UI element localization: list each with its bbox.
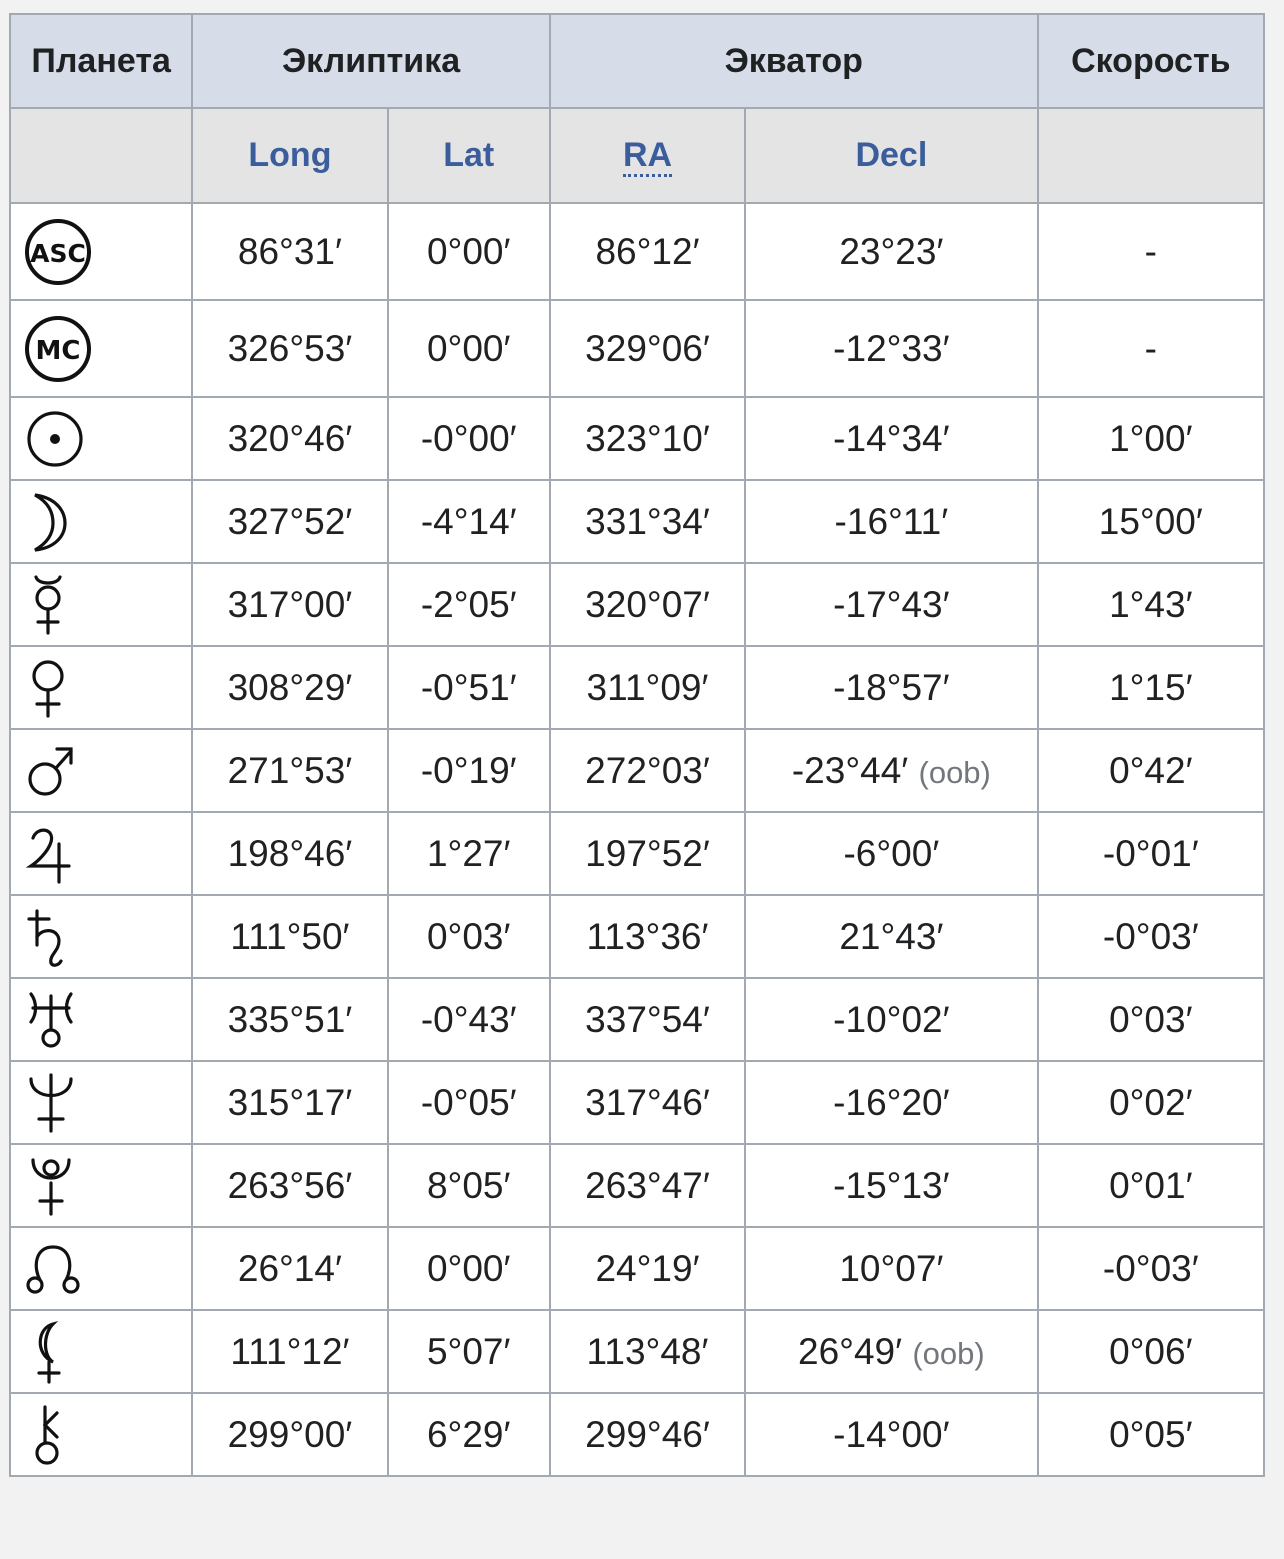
declination-cell [745,646,1037,729]
speed-cell: 0°03′ [1038,978,1264,1061]
longitude-cell: 317°00′ [192,563,387,646]
speed-cell: - [1038,300,1264,397]
latitude-cell: 8°05′ [388,1144,550,1227]
declination-value: -16°11′ [834,500,949,542]
declination-cell [745,203,1037,300]
subheader-lat: Lat [388,108,550,203]
table-row [10,1144,1264,1227]
venus-icon [23,656,191,720]
speed-cell: 1°15′ [1038,646,1264,729]
latitude-cell: 5°07′ [388,1310,550,1393]
declination-value: -15°13′ [833,1164,950,1206]
longitude-cell: 111°50′ [192,895,387,978]
uranus-icon [23,988,191,1052]
right-ascension-cell: 329°06′ [550,300,745,397]
declination-value: -12°33′ [833,327,950,369]
planet-symbol-cell [10,1061,192,1144]
subheader-ra[interactable] [550,108,745,203]
planet-symbol-cell [10,895,192,978]
latitude-cell: -2°05′ [388,563,550,646]
speed-cell: 0°02′ [1038,1061,1264,1144]
mars-icon [23,739,191,803]
latitude-cell: 0°03′ [388,895,550,978]
table-row [10,203,1264,300]
planet-symbol-cell [10,1310,192,1393]
longitude-cell: 315°17′ [192,1061,387,1144]
latitude-cell: 6°29′ [388,1393,550,1476]
subheader-empty [10,108,192,203]
ra-abbreviation[interactable]: RA [623,136,672,177]
mercury-icon [23,573,191,637]
pluto-icon [23,1154,191,1218]
longitude-cell: 198°46′ [192,812,387,895]
north-node-icon [23,1237,191,1301]
speed-cell: 0°01′ [1038,1144,1264,1227]
mc-icon [23,314,191,384]
speed-cell: -0°03′ [1038,1227,1264,1310]
table-row [10,812,1264,895]
speed-cell: 1°43′ [1038,563,1264,646]
longitude-cell: 335°51′ [192,978,387,1061]
longitude-cell: 26°14′ [192,1227,387,1310]
table-row [10,1310,1264,1393]
table-row [10,1061,1264,1144]
longitude-cell: 263°56′ [192,1144,387,1227]
declination-cell [745,812,1037,895]
ephemeris-table-wrapper [9,13,1265,1477]
header-ecliptic: Эклиптика [192,14,550,108]
declination-cell [745,1227,1037,1310]
table-row [10,729,1264,812]
planet-symbol-cell [10,729,192,812]
right-ascension-cell: 331°34′ [550,480,745,563]
table-row [10,300,1264,397]
declination-cell [745,1310,1037,1393]
planet-symbol-cell [10,1227,192,1310]
right-ascension-cell: 113°36′ [550,895,745,978]
planet-symbol-cell [10,300,192,397]
declination-cell [745,563,1037,646]
declination-value: -6°00′ [843,832,940,874]
subheader-long: Long [192,108,387,203]
declination-cell [745,1393,1037,1476]
header-equator: Экватор [550,14,1038,108]
table-row [10,1393,1264,1476]
lilith-icon [23,1320,191,1384]
declination-cell [745,729,1037,812]
latitude-cell: -0°43′ [388,978,550,1061]
speed-cell: 15°00′ [1038,480,1264,563]
table-row [10,397,1264,480]
right-ascension-cell: 113°48′ [550,1310,745,1393]
table-row [10,895,1264,978]
latitude-cell: -0°00′ [388,397,550,480]
latitude-cell: 0°00′ [388,300,550,397]
planet-symbol-cell [10,480,192,563]
svg-text:ASC: ASC [30,238,86,268]
declination-value: -18°57′ [833,666,950,708]
declination-cell [745,1061,1037,1144]
subheader-speed-empty [1038,108,1264,203]
declination-value: 10°07′ [839,1247,944,1289]
declination-value: -14°34′ [833,417,950,459]
declination-cell [745,978,1037,1061]
table-row [10,563,1264,646]
declination-cell [745,480,1037,563]
longitude-cell: 326°53′ [192,300,387,397]
planet-symbol-cell [10,563,192,646]
latitude-cell: -0°05′ [388,1061,550,1144]
subheader-decl: Decl [745,108,1037,203]
longitude-cell: 111°12′ [192,1310,387,1393]
right-ascension-cell: 299°46′ [550,1393,745,1476]
right-ascension-cell: 86°12′ [550,203,745,300]
right-ascension-cell: 263°47′ [550,1144,745,1227]
chiron-icon [23,1403,191,1467]
neptune-icon [23,1071,191,1135]
saturn-icon [23,905,191,969]
longitude-cell: 271°53′ [192,729,387,812]
right-ascension-cell: 24°19′ [550,1227,745,1310]
declination-value: -16°20′ [833,1081,950,1123]
table-row [10,646,1264,729]
latitude-cell: -0°19′ [388,729,550,812]
speed-cell: 0°42′ [1038,729,1264,812]
svg-text:MC: MC [35,335,81,366]
table-row [10,1227,1264,1310]
planet-symbol-cell [10,1144,192,1227]
right-ascension-cell: 197°52′ [550,812,745,895]
planet-symbol-cell [10,646,192,729]
speed-cell: - [1038,203,1264,300]
right-ascension-cell: 311°09′ [550,646,745,729]
right-ascension-cell: 323°10′ [550,397,745,480]
planet-symbol-cell [10,1393,192,1476]
latitude-cell: 1°27′ [388,812,550,895]
longitude-cell: 320°46′ [192,397,387,480]
speed-cell: -0°03′ [1038,895,1264,978]
right-ascension-cell: 272°03′ [550,729,745,812]
asc-icon [23,217,191,287]
latitude-cell: -0°51′ [388,646,550,729]
declination-value: -14°00′ [833,1413,950,1455]
declination-value: 21°43′ [839,915,944,957]
out-of-bounds-note: (oob) [918,754,991,790]
right-ascension-cell: 320°07′ [550,563,745,646]
declination-cell [745,895,1037,978]
longitude-cell: 299°00′ [192,1393,387,1476]
planet-symbol-cell [10,203,192,300]
declination-cell [745,300,1037,397]
header-planet: Планета [10,14,192,108]
ephemeris-body [10,203,1264,1476]
longitude-cell: 86°31′ [192,203,387,300]
declination-value: -10°02′ [833,998,950,1040]
sun-icon [23,407,191,471]
table-row [10,480,1264,563]
latitude-cell: -4°14′ [388,480,550,563]
declination-value: 23°23′ [839,230,944,272]
table-row [10,978,1264,1061]
speed-cell: -0°01′ [1038,812,1264,895]
declination-cell [745,1144,1037,1227]
out-of-bounds-note: (oob) [912,1335,985,1371]
header-speed: Скорость [1038,14,1264,108]
declination-value: -23°44′ [791,749,909,791]
jupiter-icon [23,822,191,886]
longitude-cell: 308°29′ [192,646,387,729]
longitude-cell: 327°52′ [192,480,387,563]
speed-cell: 0°05′ [1038,1393,1264,1476]
planet-symbol-cell [10,978,192,1061]
ephemeris-table [9,13,1265,1477]
speed-cell: 0°06′ [1038,1310,1264,1393]
planet-symbol-cell [10,812,192,895]
speed-cell: 1°00′ [1038,397,1264,480]
right-ascension-cell: 317°46′ [550,1061,745,1144]
latitude-cell: 0°00′ [388,1227,550,1310]
moon-icon [23,490,191,554]
declination-cell [745,397,1037,480]
latitude-cell: 0°00′ [388,203,550,300]
planet-symbol-cell [10,397,192,480]
right-ascension-cell: 337°54′ [550,978,745,1061]
declination-value: 26°49′ [798,1330,903,1372]
declination-value: -17°43′ [833,583,950,625]
